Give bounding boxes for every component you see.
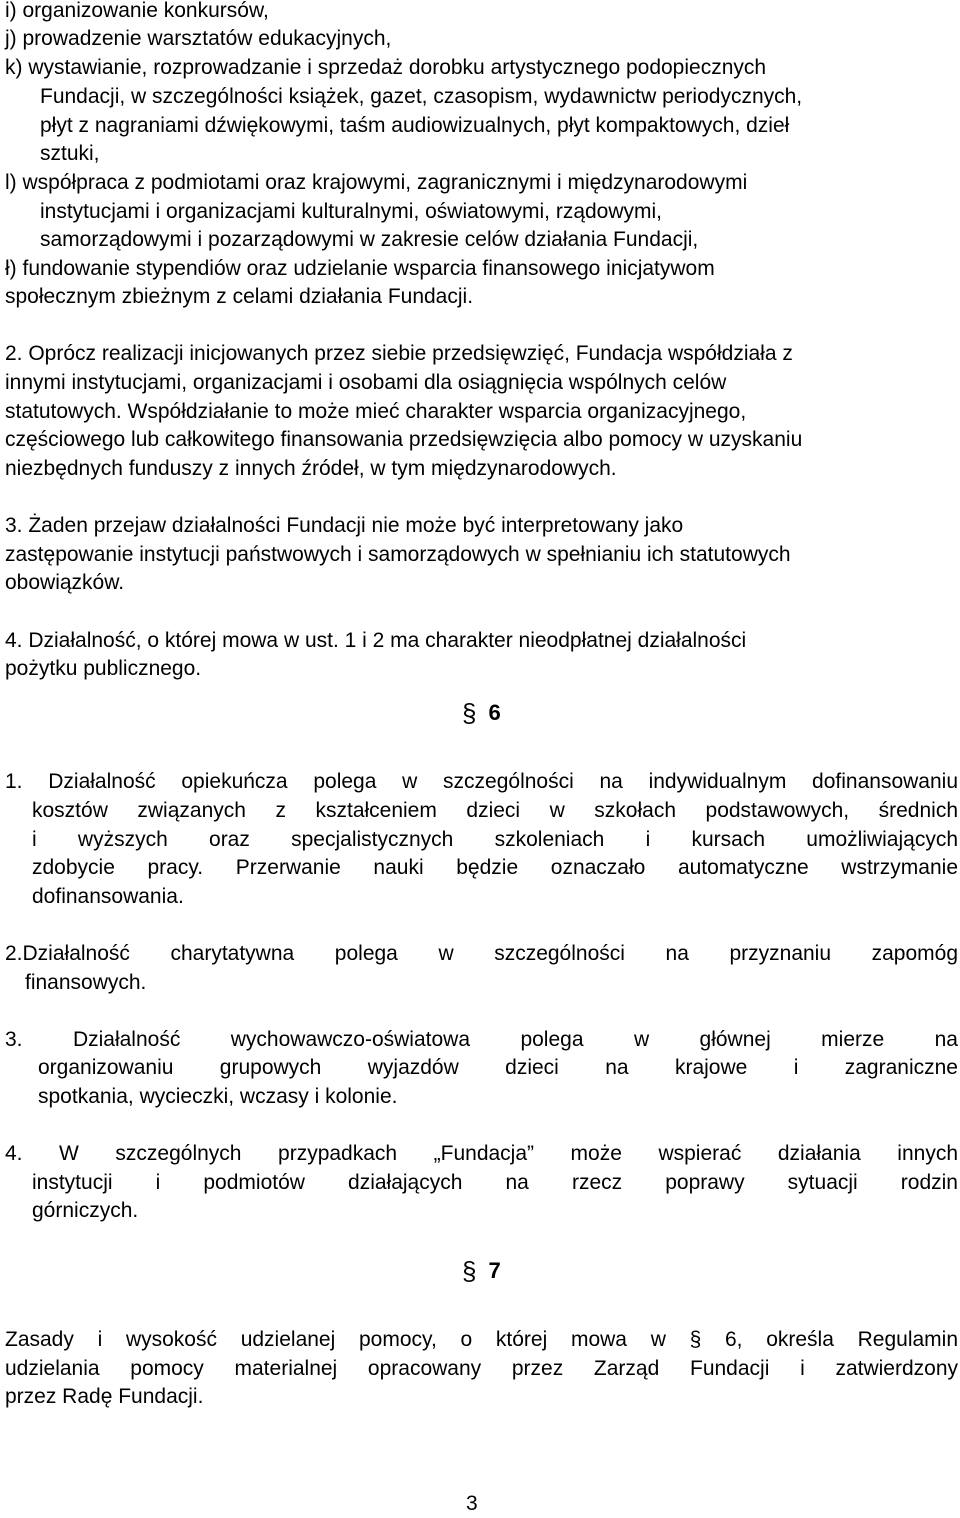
paragraph-3-line3: obowiązków. bbox=[5, 571, 125, 594]
list-item-l-stroke: ł) fundowanie stypendiów oraz udzielanie wsparcia finansowego inicjatywom bbox=[5, 257, 715, 280]
list-item-k-line3: płyt z nagraniami dźwiękowymi, taśm audiowizualnych, płyt kompaktowych, dzieł bbox=[40, 114, 790, 137]
s6-point-4-line3: górniczych. bbox=[32, 1199, 139, 1222]
paragraph-2-line4: częściowego lub całkowitego finansowania przedsięwzięcia albo pomocy w uzyskaniu bbox=[5, 428, 803, 451]
s6-point-2-line1: 2.Działalność charytatywna polega w szczególności na przyznaniu zapomóg bbox=[5, 942, 958, 965]
list-item-k: k) wystawianie, rozprowadzanie i sprzedaż dorobku artystycznego podopiecznych bbox=[5, 56, 767, 79]
list-item-k-line4: sztuki, bbox=[40, 142, 100, 165]
section-6-heading bbox=[462, 696, 501, 727]
paragraph-2-line3: statutowych. Współdziałanie to może mieć charakter wsparcia organizacyjnego, bbox=[5, 400, 747, 423]
section-7-heading bbox=[462, 1254, 501, 1285]
paragraph-4-line1: 4. Działalność, o której mowa w ust. 1 i 2 ma charakter nieodpłatnej działalności bbox=[5, 629, 747, 652]
paragraph-3-line2: zastępowanie instytucji państwowych i samorządowych w spełnianiu ich statutowych bbox=[5, 543, 791, 566]
section-symbol: § bbox=[462, 1256, 477, 1286]
paragraph-2-line1: 2. Oprócz realizacji inicjowanych przez siebie przedsięwzięć, Fundacja współdziała z bbox=[5, 342, 793, 365]
s7-paragraph-line1: Zasady i wysokość udzielanej pomocy, o której mowa w § 6, określa Regulamin bbox=[5, 1328, 958, 1351]
s7-paragraph-line2: udzielania pomocy materialnej opracowany przez Zarząd Fundacji i zatwierdzony bbox=[5, 1357, 958, 1380]
s7-paragraph-line3: przez Radę Fundacji. bbox=[5, 1385, 204, 1408]
list-item-l-line3: samorządowymi i pozarządowymi w zakresie celów działania Fundacji, bbox=[40, 228, 699, 251]
section-number: 7 bbox=[488, 1258, 501, 1283]
paragraph-2-line2: innymi instytucjami, organizacjami i osobami dla osiągnięcia wspólnych celów bbox=[5, 371, 727, 394]
s6-point-3-line1: 3. Działalność wychowawczo-oświatowa polega w głównej mierze na bbox=[5, 1028, 958, 1051]
s6-point-1-line1: 1. Działalność opiekuńcza polega w szczególności na indywidualnym dofinansowaniu bbox=[5, 770, 958, 793]
s6-point-1-line5: dofinansowania. bbox=[32, 885, 184, 908]
s6-point-4-line1: 4. W szczególnych przypadkach „Fundacja” może wspierać działania innych bbox=[5, 1142, 958, 1165]
s6-point-3-line3: spotkania, wycieczki, wczasy i kolonie. bbox=[38, 1085, 398, 1108]
list-item-l-stroke-line2: społecznym zbieżnym z celami działania Fundacji. bbox=[5, 285, 474, 308]
list-item-j: j) prowadzenie warsztatów edukacyjnych, bbox=[5, 27, 392, 50]
section-number: 6 bbox=[488, 700, 501, 725]
s6-point-1-line2: kosztów związanych z kształceniem dzieci w szkołach podstawowych, średnich bbox=[32, 799, 958, 822]
paragraph-4-line2: pożytku publicznego. bbox=[5, 657, 202, 680]
list-item-l-line2: instytucjami i organizacjami kulturalnymi, oświatowymi, rządowymi, bbox=[40, 200, 663, 223]
list-item-i: i) organizowanie konkursów, bbox=[5, 0, 269, 22]
s6-point-1-line3: i wyższych oraz specjalistycznych szkoleniach i kursach umożliwiających bbox=[32, 828, 958, 851]
list-item-l: l) współpraca z podmiotami oraz krajowymi, zagranicznymi i międzynarodowymi bbox=[5, 171, 748, 194]
s6-point-2-line2: finansowych. bbox=[25, 971, 147, 994]
paragraph-2-line5: niezbędnych funduszy z innych źródeł, w tym międzynarodowych. bbox=[5, 457, 617, 480]
s6-point-3-line2: organizowaniu grupowych wyjazdów dzieci na krajowe i zagraniczne bbox=[38, 1056, 958, 1079]
s6-point-4-line2: instytucji i podmiotów działających na rzecz poprawy sytuacji rodzin bbox=[32, 1171, 958, 1194]
paragraph-3-line1: 3. Żaden przejaw działalności Fundacji nie może być interpretowany jako bbox=[5, 514, 684, 537]
list-item-k-line2: Fundacji, w szczególności książek, gazet, czasopism, wydawnictw periodycznych, bbox=[40, 85, 803, 108]
section-symbol: § bbox=[462, 698, 477, 728]
s6-point-1-line4: zdobycie pracy. Przerwanie nauki będzie oznaczało automatyczne wstrzymanie bbox=[32, 856, 958, 879]
page-number: 3 bbox=[466, 1492, 478, 1515]
